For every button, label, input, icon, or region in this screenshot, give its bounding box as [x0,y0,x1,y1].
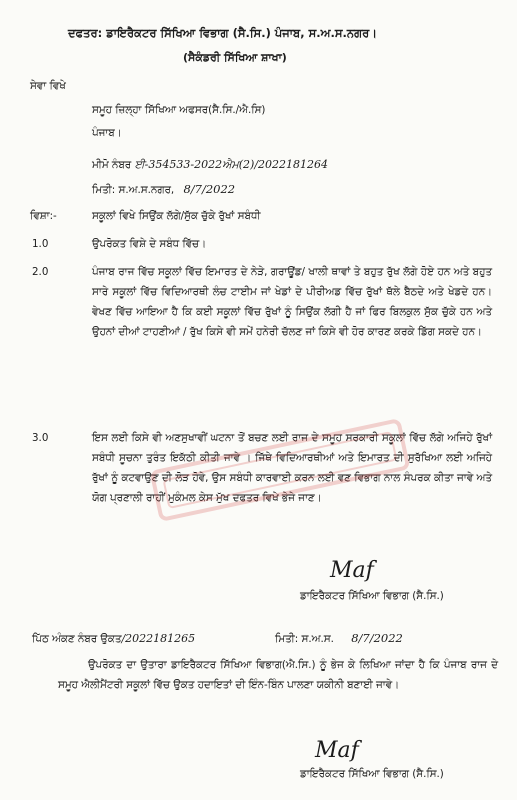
branch-header: (ਸੈਕੰਡਰੀ ਸਿੱਖਿਆ ਸ਼ਾਖਾ) [183,51,287,64]
endorsement-number-value: /2022181265 [121,632,196,645]
memo-number-value: ਈ-354533-2022ਐਮ(2)/2022181264 [134,158,329,171]
memo-date [92,183,235,197]
endorsement-number [32,632,195,645]
signatory-designation: ਡਾਇਰੈਕਟਰ ਸਿੱਖਿਆ ਵਿਭਾਗ (ਸੈ.ਸਿ.) [300,768,444,780]
subject-label: ਵਿਸ਼ਾ:- [30,210,57,222]
signature-scribble: Maf [330,558,374,583]
memo-number-label: ਮੀਮੋ ਨੰਬਰ [92,159,132,171]
item-number: 1.0 [32,238,49,250]
item-number: 2.0 [32,266,49,278]
memo-date-label: ਮਿਤੀ: ਸ.ਅ.ਸ.ਨਗਰ, [92,184,175,196]
salutation: ਸੇਵਾ ਵਿਖੇ [30,80,66,92]
endorsement-date [275,632,403,646]
item-text: ਇਸ ਲਈ ਕਿਸੇ ਵੀ ਅਣਸੁਖਾਵੀਂ ਘਟਨਾ ਤੋਂ ਬਚਣ ਲਈ ਰਾਜ ਦੇ ਸਮੂਹ ਸਰਕਾਰੀ ਸਕੂਲਾਂ ਵਿੱਚ ਲੱਗੇ ਅਜਿਹੇ ਰੁੱਖਾਂ ਸਬੰਧੀ ਸੂਚਨਾ ਤੁਰੰਤ ਇਕੱਠੀ ਕੀਤੀ ਜਾਵੇ । ਜਿੱਥੇ ਵਿਦਿਆਰਥੀਆਂ ਅਤੇ ਇਮਾਰਤ ਦੀ ਸੁਰੱਖਿਆ ਲਈ ਅਜਿਹੇ ਰੁੱਖਾਂ ਨੂੰ ਕਟਵਾਉਣ ਦੀ ਲੋੜ ਹੋਵੇ, ਉਸ ਸਬੰਧੀ ਕਾਰਵਾਈ ਕਰਨ ਲਈ ਵਣ ਵਿਭਾਗ ਨਾਲ ਸੰਪਰਕ ਕੀਤਾ ਜਾਵੇ ਅਤੇ ਯੋਗ ਪ੍ਰਣਾਲੀ ਰਾਹੀਂ ਮੁਕੰਮਲ ਕੇਸ ਮੁੱਖ ਦਫਤਰ ਵਿਖੇ ਭੇਜੇ ਜਾਣ। [92,432,492,504]
item-number: 3.0 [32,432,49,444]
recipient-state: ਪੰਜਾਬ। [92,127,122,139]
subject-text: ਸਕੂਲਾਂ ਵਿਖੇ ਸਿਉਂਕ ਲੱਗੇ/ਸੁੱਕ ਚੁੱਕੇ ਰੁੱਖਾਂ ਸਬੰਧੀ [92,210,261,222]
signatory-designation: ਡਾਇਰੈਕਟਰ ਸਿੱਖਿਆ ਵਿਭਾਗ (ਸੈ.ਸਿ.) [300,590,444,602]
memo-number [92,158,328,171]
recipient: ਸਮੂਹ ਜ਼ਿਲ੍ਹਾ ਸਿੱਖਿਆ ਅਫਸਰ(ਸੈ.ਸਿ./ਐ.ਸਿ) [92,104,266,116]
endorsement-date-label: ਮਿਤੀ: ਸ.ਅ.ਸ. [275,633,334,645]
office-header: ਦਫਤਰ: ਡਾਇਰੈਕਟਰ ਸਿੱਖਿਆ ਵਿਭਾਗ (ਸੈ.ਸਿ.) ਪੰਜਾਬ, ਸ.ਅ.ਸ.ਨਗਰ। [68,26,377,40]
endorsement-text: ਉਪਰੋਕਤ ਦਾ ਉਤਾਰਾ ਡਾਇਰੈਕਟਰ ਸਿੱਖਿਆ ਵਿਭਾਗ(ਐ.ਸਿ.) ਨੂੰ ਭੇਜ ਕੇ ਲਿਖਿਆ ਜਾਂਦਾ ਹੈ ਕਿ ਪੰਜਾਬ ਰਾਜ ਦੇ ਸਮੂਹ ਐਲੀਮੈਂਟਰੀ ਸਕੂਲਾਂ ਵਿੱਚ ਉਕਤ ਹਦਾਇਤਾਂ ਦੀ ਇੰਨ-ਬਿੰਨ ਪਾਲਣਾ ਯਕੀਨੀ ਬਣਾਈ ਜਾਵੇ। [58,659,498,691]
memo-date-value: 8/7/2022 [183,182,236,196]
endorsement-date-value: 8/7/2022 [351,631,403,645]
item-text: ਉਪਰੋਕਤ ਵਿਸ਼ੇ ਦੇ ਸਬੰਧ ਵਿੱਚ। [92,238,207,250]
item-text: ਪੰਜਾਬ ਰਾਜ ਵਿੱਚ ਸਕੂਲਾਂ ਵਿੱਚ ਇਮਾਰਤ ਦੇ ਨੇੜੇ, ਗਰਾਊਂਡ/ ਖਾਲੀ ਥਾਵਾਂ ਤੇ ਬਹੁਤ ਰੁੱਖ ਲੱਗੇ ਹੋਏ ਹਨ ਅਤੇ ਬਹੁਤ ਸਾਰੇ ਸਕੂਲਾਂ ਵਿੱਚ ਵਿਦਿਆਰਥੀ ਲੰਚ ਟਾਈਮ ਜਾਂ ਖੇਡਾਂ ਦੇ ਪੀਰੀਅਡ ਵਿੱਚ ਰੁੱਖਾਂ ਥੱਲੇ ਬੈਠਦੇ ਅਤੇ ਖੇਡਦੇ ਹਨ। ਵੇਖਣ ਵਿੱਚ ਆਇਆ ਹੈ ਕਿ ਕਈ ਸਕੂਲਾਂ ਵਿੱਚ ਰੁੱਖਾਂ ਨੂੰ ਸਿਉਂਕ ਲੱਗੀ ਹੈ ਜਾਂ ਫਿਰ ਬਿਲਕੁਲ ਸੁੱਕ ਚੁੱਕੇ ਹਨ ਅਤੇ ਉਹਨਾਂ ਦੀਆਂ ਟਾਹਣੀਆਂ / ਰੁੱਖ ਕਿਸੇ ਵੀ ਸਮੇਂ ਹਨੇਰੀ ਚੱਲਣ ਜਾਂ ਕਿਸੇ ਵੀ ਹੋਰ ਕਾਰਣ ਕਰਕੇ ਡਿੱਗ ਸਕਦੇ ਹਨ। [92,266,492,338]
signature-scribble: Maf [315,738,359,763]
endorsement-number-label: ਪਿੱਠ ਅੰਕਣ ਨੰਬਰ ਉਕਤ [32,633,122,645]
